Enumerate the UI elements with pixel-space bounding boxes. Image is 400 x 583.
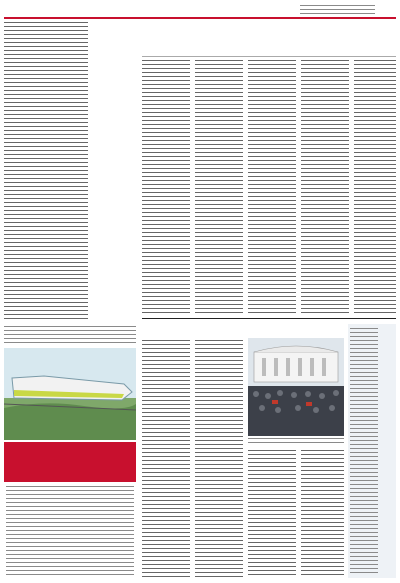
header-date-info bbox=[300, 5, 375, 15]
commentary-block bbox=[4, 22, 136, 322]
commentary-body-text bbox=[4, 22, 88, 322]
feature-col-2 bbox=[195, 60, 243, 315]
header-rule bbox=[4, 17, 396, 19]
train-photo bbox=[4, 348, 136, 440]
bottom-col-3 bbox=[248, 450, 296, 578]
feature-col-3 bbox=[248, 60, 296, 315]
train-illustration bbox=[4, 348, 136, 440]
bottom-col-2 bbox=[195, 340, 243, 578]
feature-col-5 bbox=[354, 60, 396, 315]
right-body-text bbox=[350, 328, 378, 576]
bottom-col-1 bbox=[142, 340, 190, 578]
commentary-footer-text bbox=[4, 326, 136, 344]
mid-divider bbox=[142, 318, 396, 319]
feature-col-1 bbox=[142, 60, 190, 315]
crowd-illustration bbox=[248, 338, 344, 436]
banner-caption-text bbox=[6, 486, 134, 578]
bottom-col-4 bbox=[301, 450, 344, 578]
right-sidebar bbox=[348, 324, 396, 578]
feature-col-4 bbox=[301, 60, 349, 315]
crowd-photo bbox=[248, 338, 344, 436]
statistic-banner bbox=[4, 442, 136, 482]
crowd-photo-caption bbox=[248, 438, 344, 446]
feature-rule bbox=[142, 56, 396, 57]
